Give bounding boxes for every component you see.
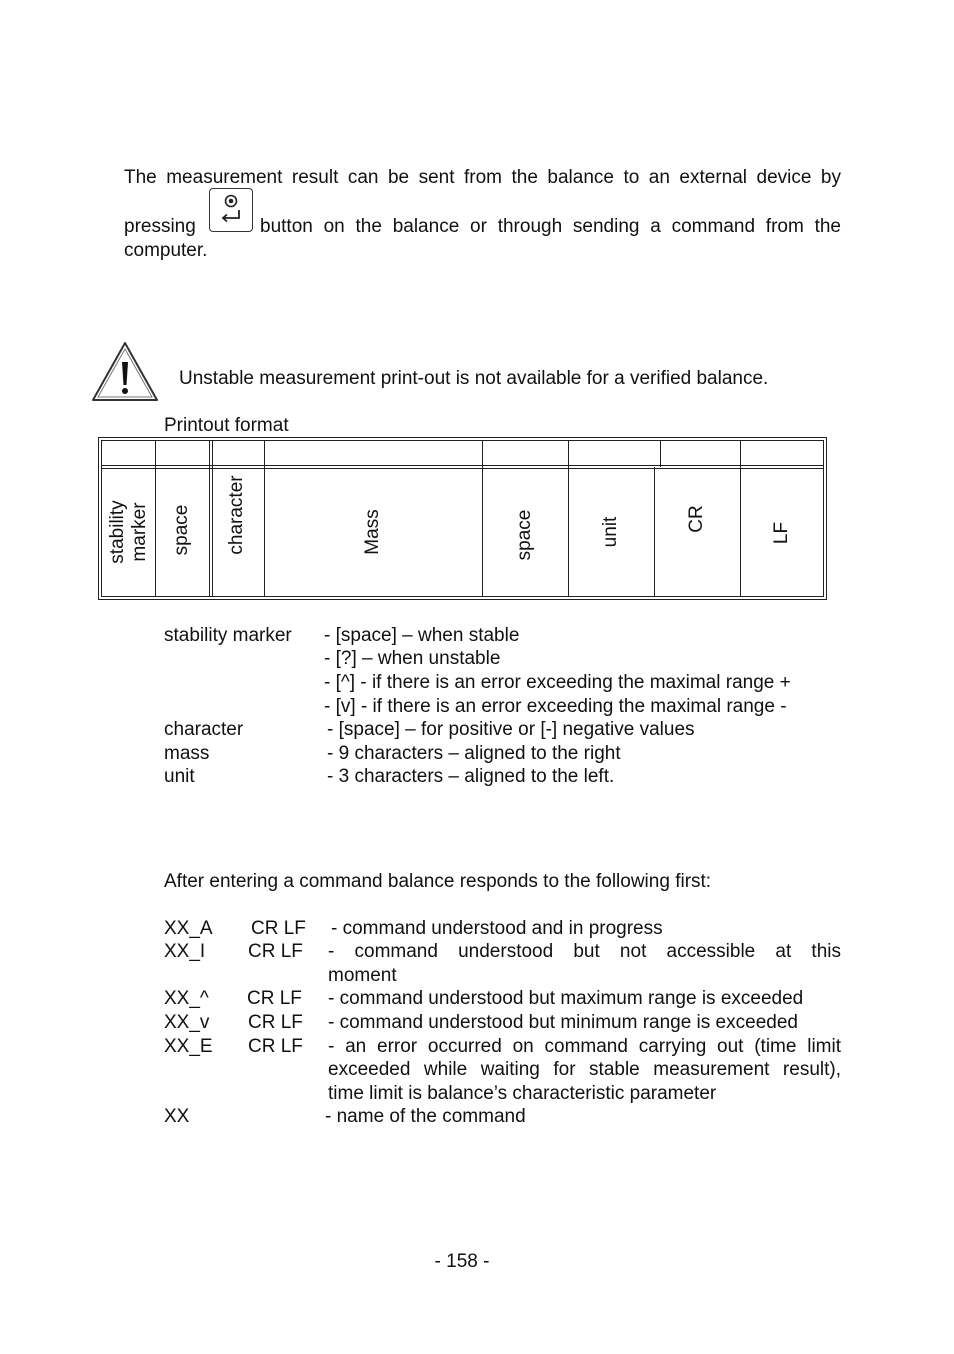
response-desc: moment — [328, 965, 397, 986]
intro-line-1: The measurement result can be sent from the balance to an external device by — [124, 167, 841, 188]
col-space-1: space — [171, 504, 192, 556]
response-crlf: CR LF — [248, 941, 303, 962]
response-desc: time limit is balance’s characteristic parameter — [328, 1083, 717, 1104]
col-cr: CR — [686, 505, 707, 533]
desc-value: - [?] – when unstable — [324, 648, 501, 669]
col-stability-marker: stability marker — [107, 500, 150, 564]
printout-format-label: Printout format — [164, 415, 289, 436]
desc-value: - [space] – for positive or [-] negative values — [327, 719, 695, 740]
col-line — [212, 441, 213, 596]
col-mass: Mass — [362, 509, 383, 555]
printout-format-table — [98, 437, 827, 600]
table-header-divider-2 — [102, 468, 823, 469]
response-crlf: CR LF — [248, 1036, 303, 1057]
desc-key: character — [164, 719, 244, 740]
response-desc: - command understood but minimum range is exceeded — [328, 1012, 798, 1033]
print-enter-key-icon — [209, 188, 253, 232]
desc-row — [164, 695, 854, 718]
page-number: - 158 - — [434, 1251, 490, 1272]
desc-key: unit — [164, 766, 195, 787]
col-character: character — [226, 475, 247, 555]
warning-triangle-icon — [90, 340, 160, 404]
response-crlf: CR LF — [248, 1012, 303, 1033]
response-crlf: CR LF — [247, 988, 302, 1009]
desc-value: - 3 characters – aligned to the left. — [327, 766, 615, 787]
col-line — [660, 441, 661, 467]
desc-key: mass — [164, 743, 210, 764]
desc-value: - [^] - if there is an error exceeding the maximal range + — [324, 672, 791, 693]
intro-line-3: computer. — [124, 240, 208, 261]
intro-pressing: pressing — [124, 216, 196, 237]
desc-key: stability marker — [164, 625, 292, 646]
xx-desc: - name of the command — [325, 1106, 526, 1127]
intro-line-2 — [124, 215, 841, 238]
intro-after-button: button on the balance or through sending a command from the — [260, 216, 841, 237]
response-code: XX_v — [164, 1012, 210, 1033]
warning-text: Unstable measurement print-out is not available for a verified balance. — [179, 368, 769, 389]
response-crlf: CR LF — [251, 918, 306, 939]
response-desc: - command understood but not accessible at this — [328, 941, 841, 962]
col-line — [568, 441, 569, 596]
xx-code: XX — [164, 1106, 190, 1127]
col-line — [264, 441, 265, 596]
table-header-divider — [102, 465, 823, 466]
col-line — [155, 441, 156, 596]
col-line — [740, 441, 741, 596]
desc-row — [164, 647, 854, 670]
desc-row — [164, 624, 854, 647]
col-line — [482, 441, 483, 596]
desc-row — [164, 742, 854, 765]
col-space-2: space — [514, 509, 535, 561]
response-code: XX_A — [164, 918, 213, 939]
response-desc: - command understood and in progress — [331, 918, 663, 939]
response-desc: exceeded while waiting for stable measurement result), — [328, 1059, 841, 1080]
desc-row — [164, 671, 854, 694]
col-line — [654, 467, 655, 596]
col-line — [209, 441, 210, 596]
response-desc: - command understood but maximum range is exceeded — [328, 988, 804, 1009]
desc-row — [164, 718, 854, 741]
response-code: XX_I — [164, 941, 206, 962]
response-desc: - an error occurred on command carrying out (time limit — [328, 1036, 841, 1057]
response-code: XX_E — [164, 1036, 213, 1057]
col-lf: LF — [771, 521, 792, 545]
desc-row — [164, 765, 854, 788]
response-code: XX_^ — [164, 988, 209, 1009]
table-inner-border — [101, 440, 824, 597]
desc-value: - [space] – when stable — [324, 625, 520, 646]
desc-value: - 9 characters – aligned to the right — [327, 743, 621, 764]
desc-value: - [v] - if there is an error exceeding the maximal range - — [324, 696, 787, 717]
col-unit: unit — [600, 516, 621, 548]
responses-intro: After entering a command balance responds to the following first: — [164, 871, 712, 892]
